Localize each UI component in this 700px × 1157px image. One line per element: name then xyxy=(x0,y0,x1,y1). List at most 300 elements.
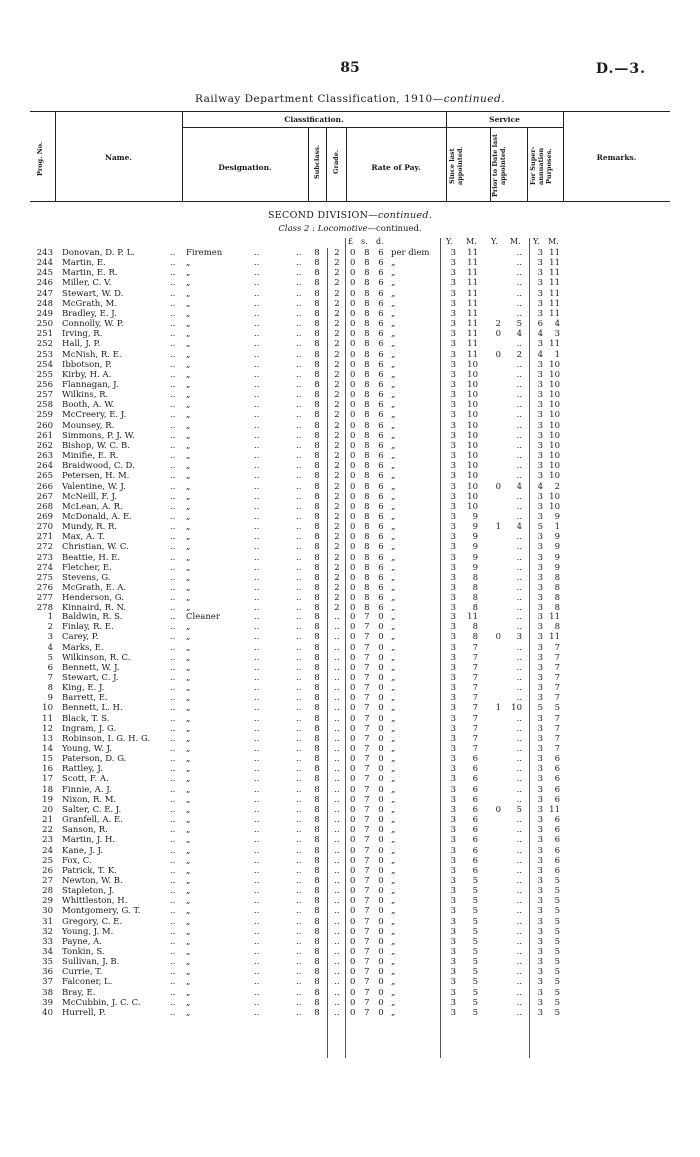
subclass: 8 xyxy=(314,542,320,553)
name-leader: .. xyxy=(170,886,176,896)
superannuation-years: 3 xyxy=(537,936,543,947)
grade: 2 xyxy=(334,522,340,532)
subclass: 8 xyxy=(314,886,320,896)
superannuation-years: 3 xyxy=(537,713,543,724)
pay-suffix-ditto: „ xyxy=(391,410,396,421)
employee-name: Granfell, A. E. xyxy=(62,815,123,825)
since-last-months: 6 xyxy=(472,815,478,825)
name-leader: .. xyxy=(170,987,176,998)
prior-blank: .. xyxy=(516,410,522,421)
rate-of-pay: 0 7 0 xyxy=(350,835,387,846)
superannuation-months: 7 xyxy=(554,693,560,704)
prior-months: 2 xyxy=(516,349,522,360)
name-leader: .. xyxy=(170,380,176,390)
grade: 2 xyxy=(334,400,340,411)
since-last-months: 9 xyxy=(472,522,478,532)
pay-suffix-ditto: „ xyxy=(391,865,396,876)
table-row xyxy=(0,917,700,927)
prog-number: 266 xyxy=(36,481,53,492)
rate-of-pay: 0 7 0 xyxy=(350,815,387,825)
prior-blank: .. xyxy=(516,420,522,431)
superannuation-months: 4 xyxy=(554,319,560,330)
designation-ditto: „ xyxy=(186,400,191,411)
table-row xyxy=(0,876,700,886)
subclass: 8 xyxy=(314,987,320,998)
since-last-years: 3 xyxy=(450,430,456,441)
superannuation-years: 3 xyxy=(537,390,543,401)
subclass: 8 xyxy=(314,491,320,502)
since-last-years: 3 xyxy=(450,461,456,472)
designation-leader: .. xyxy=(296,794,302,805)
since-last-months: 7 xyxy=(472,642,478,653)
since-last-years: 3 xyxy=(450,603,456,614)
subclass: 8 xyxy=(314,440,320,451)
designation-ditto: „ xyxy=(186,713,191,724)
pay-suffix-ditto: „ xyxy=(391,642,396,653)
prog-number: 5 xyxy=(47,652,53,663)
superannuation-years: 3 xyxy=(537,572,543,583)
designation-leader: .. xyxy=(296,662,302,673)
since-last-months: 8 xyxy=(472,572,478,583)
designation-leader: .. xyxy=(296,987,302,998)
designation-ditto: „ xyxy=(186,278,191,289)
superannuation-years: 3 xyxy=(537,886,543,896)
name-leader: .. xyxy=(170,583,176,593)
superannuation-months: 7 xyxy=(554,713,560,724)
designation-leader: .. xyxy=(254,672,260,683)
grade: 2 xyxy=(334,562,340,573)
prog-number: 272 xyxy=(36,542,53,553)
prior-blank: .. xyxy=(516,875,522,886)
designation-leader: .. xyxy=(296,420,302,431)
since-last-months: 7 xyxy=(472,703,478,714)
superannuation-months: 6 xyxy=(554,835,560,846)
name-leader: .. xyxy=(170,977,176,988)
employee-name: Black, T. S. xyxy=(62,713,110,724)
since-last-years: 3 xyxy=(450,339,456,350)
prog-number: 17 xyxy=(42,774,53,785)
prog-number: 256 xyxy=(36,380,53,390)
pay-suffix-ditto: „ xyxy=(391,875,396,886)
designation-ditto: „ xyxy=(186,369,191,380)
prog-number: 258 xyxy=(36,400,53,411)
subclass: 8 xyxy=(314,906,320,917)
prior-years: 2 xyxy=(495,319,501,330)
pay-suffix-ditto: „ xyxy=(391,957,396,968)
superannuation-months: 10 xyxy=(549,430,560,441)
designation-leader: .. xyxy=(254,733,260,744)
since-last-months: 6 xyxy=(472,804,478,815)
prior-blank: .. xyxy=(516,298,522,309)
designation-leader: .. xyxy=(254,349,260,360)
grade: 2 xyxy=(334,248,340,258)
employee-name: Falconer, L. xyxy=(62,977,113,988)
prior-blank: .. xyxy=(516,906,522,917)
superannuation-years: 3 xyxy=(537,471,543,482)
prior-blank: .. xyxy=(516,997,522,1008)
name-leader: .. xyxy=(170,390,176,401)
prior-years: 1 xyxy=(495,522,501,532)
since-last-months: 11 xyxy=(467,298,478,309)
designation-leader: .. xyxy=(254,329,260,340)
grade: 2 xyxy=(334,268,340,279)
designation-leader: .. xyxy=(254,308,260,319)
name-leader: .. xyxy=(170,804,176,815)
superannuation-months: 6 xyxy=(554,855,560,866)
unit-shilling: s. xyxy=(361,237,368,246)
pay-suffix-ditto: „ xyxy=(391,359,396,370)
grade: .. xyxy=(334,936,340,947)
superannuation-years: 3 xyxy=(537,764,543,775)
designation-leader: .. xyxy=(254,886,260,896)
designation-leader: .. xyxy=(296,248,302,258)
employee-name: Martin, E. R. xyxy=(62,268,118,279)
subclass: 8 xyxy=(314,804,320,815)
grade: 2 xyxy=(334,481,340,492)
designation-ditto: „ xyxy=(186,693,191,704)
name-leader: .. xyxy=(170,1007,176,1018)
superannuation-months: 10 xyxy=(549,369,560,380)
subclass: 8 xyxy=(314,744,320,754)
table-row xyxy=(0,825,700,835)
since-last-years: 3 xyxy=(450,451,456,461)
pay-suffix-ditto: „ xyxy=(391,723,396,734)
prog-number: 12 xyxy=(42,723,53,734)
designation-ditto: „ xyxy=(186,420,191,431)
rate-of-pay: 0 8 6 xyxy=(350,329,387,340)
employee-name: King, E. J. xyxy=(62,683,105,693)
since-last-years: 3 xyxy=(450,532,456,543)
table-row xyxy=(0,522,700,532)
prior-blank: .. xyxy=(516,977,522,988)
designation-ditto: „ xyxy=(186,662,191,673)
superannuation-years: 3 xyxy=(537,997,543,1008)
name-leader: .. xyxy=(170,652,176,663)
prog-number: 2 xyxy=(47,622,53,633)
pay-suffix-ditto: „ xyxy=(391,593,396,604)
designation-ditto: „ xyxy=(186,329,191,340)
subclass: 8 xyxy=(314,764,320,775)
designation-ditto: „ xyxy=(186,794,191,805)
prog-number: 32 xyxy=(42,926,53,937)
designation-leader: .. xyxy=(296,764,302,775)
superannuation-years: 3 xyxy=(537,511,543,522)
prog-number: 264 xyxy=(36,461,53,472)
prior-years: 0 xyxy=(495,632,501,643)
since-last-months: 11 xyxy=(467,278,478,289)
designation-leader: .. xyxy=(296,440,302,451)
prior-blank: .. xyxy=(516,583,522,593)
prior-blank: .. xyxy=(516,603,522,614)
prior-blank: .. xyxy=(516,947,522,957)
designation-leader: .. xyxy=(296,430,302,441)
designation-leader: .. xyxy=(296,562,302,573)
employee-name: Currie, T. xyxy=(62,967,103,978)
name-leader: .. xyxy=(170,703,176,714)
table-row xyxy=(0,451,700,461)
superannuation-months: 1 xyxy=(554,349,560,360)
designation-leader: .. xyxy=(254,936,260,947)
since-last-months: 10 xyxy=(467,430,478,441)
prog-number: 10 xyxy=(42,703,53,714)
designation-ditto: „ xyxy=(186,804,191,815)
rate-of-pay: 0 7 0 xyxy=(350,957,387,968)
col-rate-of-pay: Rate of Pay. xyxy=(371,163,421,172)
table-row xyxy=(0,653,700,663)
since-last-months: 11 xyxy=(467,349,478,360)
superannuation-months: 10 xyxy=(549,400,560,411)
prog-number: 254 xyxy=(36,359,53,370)
employee-name: Newton, W. B. xyxy=(62,875,123,886)
prog-number: 40 xyxy=(42,1007,53,1018)
designation-ditto: „ xyxy=(186,583,191,593)
designation-leader: .. xyxy=(296,855,302,866)
since-last-years: 3 xyxy=(450,501,456,512)
subclass: 8 xyxy=(314,369,320,380)
designation-ditto: „ xyxy=(186,733,191,744)
prog-number: 261 xyxy=(36,430,53,441)
pay-suffix-ditto: „ xyxy=(391,562,396,573)
designation-leader: .. xyxy=(254,906,260,917)
pay-suffix-ditto: „ xyxy=(391,804,396,815)
designation-leader: .. xyxy=(254,662,260,673)
designation-leader: .. xyxy=(254,572,260,583)
prog-number: 247 xyxy=(36,288,53,299)
table-row xyxy=(0,471,700,481)
grade: .. xyxy=(334,825,340,836)
prog-number: 248 xyxy=(36,298,53,309)
table-row xyxy=(0,988,700,998)
prog-number: 15 xyxy=(42,754,53,765)
rate-of-pay: 0 8 6 xyxy=(350,451,387,461)
superannuation-years: 3 xyxy=(537,926,543,937)
since-last-months: 5 xyxy=(472,977,478,988)
subclass: 8 xyxy=(314,835,320,846)
designation-leader: .. xyxy=(296,825,302,836)
pay-suffix-ditto: „ xyxy=(391,329,396,340)
designation-ditto: „ xyxy=(186,288,191,299)
superannuation-months: 9 xyxy=(554,532,560,543)
employee-name: Wilkins, R. xyxy=(62,390,109,401)
superannuation-years: 3 xyxy=(537,662,543,673)
designation-ditto: „ xyxy=(186,683,191,693)
rate-of-pay: 0 7 0 xyxy=(350,612,387,622)
subclass: 8 xyxy=(314,339,320,350)
grade: .. xyxy=(334,683,340,693)
superannuation-months: 6 xyxy=(554,794,560,805)
table-row xyxy=(0,754,700,764)
since-last-years: 3 xyxy=(450,764,456,775)
since-last-years: 3 xyxy=(450,583,456,593)
employee-name: Miller, C. V. xyxy=(62,278,112,289)
pay-suffix-ditto: „ xyxy=(391,471,396,482)
subclass: 8 xyxy=(314,784,320,795)
grade: 2 xyxy=(334,542,340,553)
designation-leader: .. xyxy=(254,532,260,543)
since-last-years: 3 xyxy=(450,390,456,401)
designation-leader: .. xyxy=(296,501,302,512)
designation-leader: .. xyxy=(254,278,260,289)
rate-of-pay: 0 7 0 xyxy=(350,652,387,663)
name-leader: .. xyxy=(170,916,176,927)
rate-of-pay: 0 8 6 xyxy=(350,400,387,411)
employee-name: McNeill, F. J. xyxy=(62,491,117,502)
prog-number: 263 xyxy=(36,451,53,461)
superannuation-months: 5 xyxy=(554,957,560,968)
since-last-months: 11 xyxy=(467,329,478,340)
table-row xyxy=(0,289,700,299)
designation-leader: .. xyxy=(254,593,260,604)
table-row xyxy=(0,512,700,522)
designation-leader: .. xyxy=(296,278,302,289)
designation-ditto: „ xyxy=(186,481,191,492)
prog-number: 268 xyxy=(36,501,53,512)
name-leader: .. xyxy=(170,522,176,532)
rate-of-pay: 0 7 0 xyxy=(350,713,387,724)
grade: .. xyxy=(334,703,340,714)
designation-leader: .. xyxy=(296,967,302,978)
pay-suffix-ditto: „ xyxy=(391,845,396,856)
prog-number: 252 xyxy=(36,339,53,350)
designation-leader: .. xyxy=(296,744,302,754)
grade: 2 xyxy=(334,258,340,269)
designation-ditto: „ xyxy=(186,380,191,390)
employee-name: Bennett, L. H. xyxy=(62,703,123,714)
designation-leader: .. xyxy=(296,593,302,604)
prior-blank: .. xyxy=(516,278,522,289)
col-remarks: Remarks. xyxy=(596,153,637,162)
since-last-months: 7 xyxy=(472,662,478,673)
superannuation-months: 9 xyxy=(554,562,560,573)
employee-name: Stewart, C. J. xyxy=(62,672,119,683)
designation-ditto: „ xyxy=(186,451,191,461)
designation-leader: .. xyxy=(296,977,302,988)
subclass: 8 xyxy=(314,268,320,279)
employee-name: Scott, F. A. xyxy=(62,774,109,785)
designation-leader: .. xyxy=(296,957,302,968)
prog-number: 36 xyxy=(42,967,53,978)
table-row xyxy=(0,683,700,693)
designation-leader: .. xyxy=(254,815,260,825)
designation-leader: .. xyxy=(296,583,302,593)
since-last-years: 3 xyxy=(450,936,456,947)
prior-blank: .. xyxy=(516,815,522,825)
name-leader: .. xyxy=(170,825,176,836)
designation-leader: .. xyxy=(254,683,260,693)
since-last-years: 3 xyxy=(450,855,456,866)
superannuation-months: 6 xyxy=(554,754,560,765)
designation-leader: .. xyxy=(296,713,302,724)
prior-blank: .. xyxy=(516,754,522,765)
pay-suffix-ditto: „ xyxy=(391,754,396,765)
employee-name: Fletcher, E. xyxy=(62,562,112,573)
superannuation-months: 11 xyxy=(549,612,560,622)
prior-blank: .. xyxy=(516,652,522,663)
designation-leader: .. xyxy=(254,369,260,380)
name-leader: .. xyxy=(170,562,176,573)
designation-leader: .. xyxy=(296,542,302,553)
superannuation-months: 5 xyxy=(554,926,560,937)
prior-blank: .. xyxy=(516,552,522,563)
since-last-years: 3 xyxy=(450,248,456,258)
since-last-years: 3 xyxy=(450,804,456,815)
since-last-months: 10 xyxy=(467,451,478,461)
name-leader: .. xyxy=(170,733,176,744)
designation-ditto: „ xyxy=(186,936,191,947)
prior-blank: .. xyxy=(516,967,522,978)
rate-of-pay: 0 8 6 xyxy=(350,491,387,502)
name-leader: .. xyxy=(170,511,176,522)
employee-name: Finlay, R. E. xyxy=(62,622,114,633)
designation-leader: .. xyxy=(254,875,260,886)
superannuation-months: 5 xyxy=(554,947,560,957)
superannuation-years: 3 xyxy=(537,744,543,754)
subclass: 8 xyxy=(314,288,320,299)
designation-ditto: „ xyxy=(186,1007,191,1018)
pay-suffix-ditto: „ xyxy=(391,703,396,714)
grade: 2 xyxy=(334,319,340,330)
superannuation-years: 3 xyxy=(537,693,543,704)
designation-leader: .. xyxy=(296,693,302,704)
prog-number: 13 xyxy=(42,733,53,744)
prog-number: 267 xyxy=(36,491,53,502)
since-last-years: 3 xyxy=(450,987,456,998)
since-last-years: 3 xyxy=(450,440,456,451)
rate-of-pay: 0 8 6 xyxy=(350,583,387,593)
designation-leader: .. xyxy=(254,583,260,593)
name-leader: .. xyxy=(170,997,176,1008)
since-last-years: 3 xyxy=(450,542,456,553)
since-last-years: 3 xyxy=(450,642,456,653)
prior-years: 1 xyxy=(495,703,501,714)
rate-of-pay: 0 8 6 xyxy=(350,461,387,472)
prog-number: 245 xyxy=(36,268,53,279)
since-last-years: 3 xyxy=(450,593,456,604)
designation-ditto: „ xyxy=(186,744,191,754)
superannuation-months: 8 xyxy=(554,603,560,614)
prog-number: 7 xyxy=(47,672,53,683)
employee-name: Fox, C. xyxy=(62,855,92,866)
since-last-years: 3 xyxy=(450,308,456,319)
designation-leader: .. xyxy=(296,652,302,663)
prog-number: 275 xyxy=(36,572,53,583)
prog-number: 20 xyxy=(42,804,53,815)
rate-of-pay: 0 7 0 xyxy=(350,683,387,693)
prog-number: 8 xyxy=(47,683,53,693)
superannuation-months: 5 xyxy=(554,906,560,917)
superannuation-months: 6 xyxy=(554,845,560,856)
prior-blank: .. xyxy=(516,794,522,805)
pay-suffix-ditto: „ xyxy=(391,774,396,785)
name-leader: .. xyxy=(170,865,176,876)
designation-leader: .. xyxy=(254,1007,260,1018)
employee-name: Bray, E. xyxy=(62,987,96,998)
subclass: 8 xyxy=(314,552,320,563)
designation-leader: .. xyxy=(254,622,260,633)
table-row xyxy=(0,785,700,795)
designation-leader: .. xyxy=(254,957,260,968)
employee-name: Martin, E. xyxy=(62,258,106,269)
superannuation-months: 6 xyxy=(554,764,560,775)
col-subclass: Subclass. xyxy=(313,144,321,179)
designation-ditto: „ xyxy=(186,784,191,795)
prior-blank: .. xyxy=(516,733,522,744)
superannuation-months: 8 xyxy=(554,583,560,593)
since-last-months: 6 xyxy=(472,784,478,795)
pay-suffix-ditto: „ xyxy=(391,268,396,279)
pay-suffix-ditto: „ xyxy=(391,672,396,683)
table-row xyxy=(0,846,700,856)
